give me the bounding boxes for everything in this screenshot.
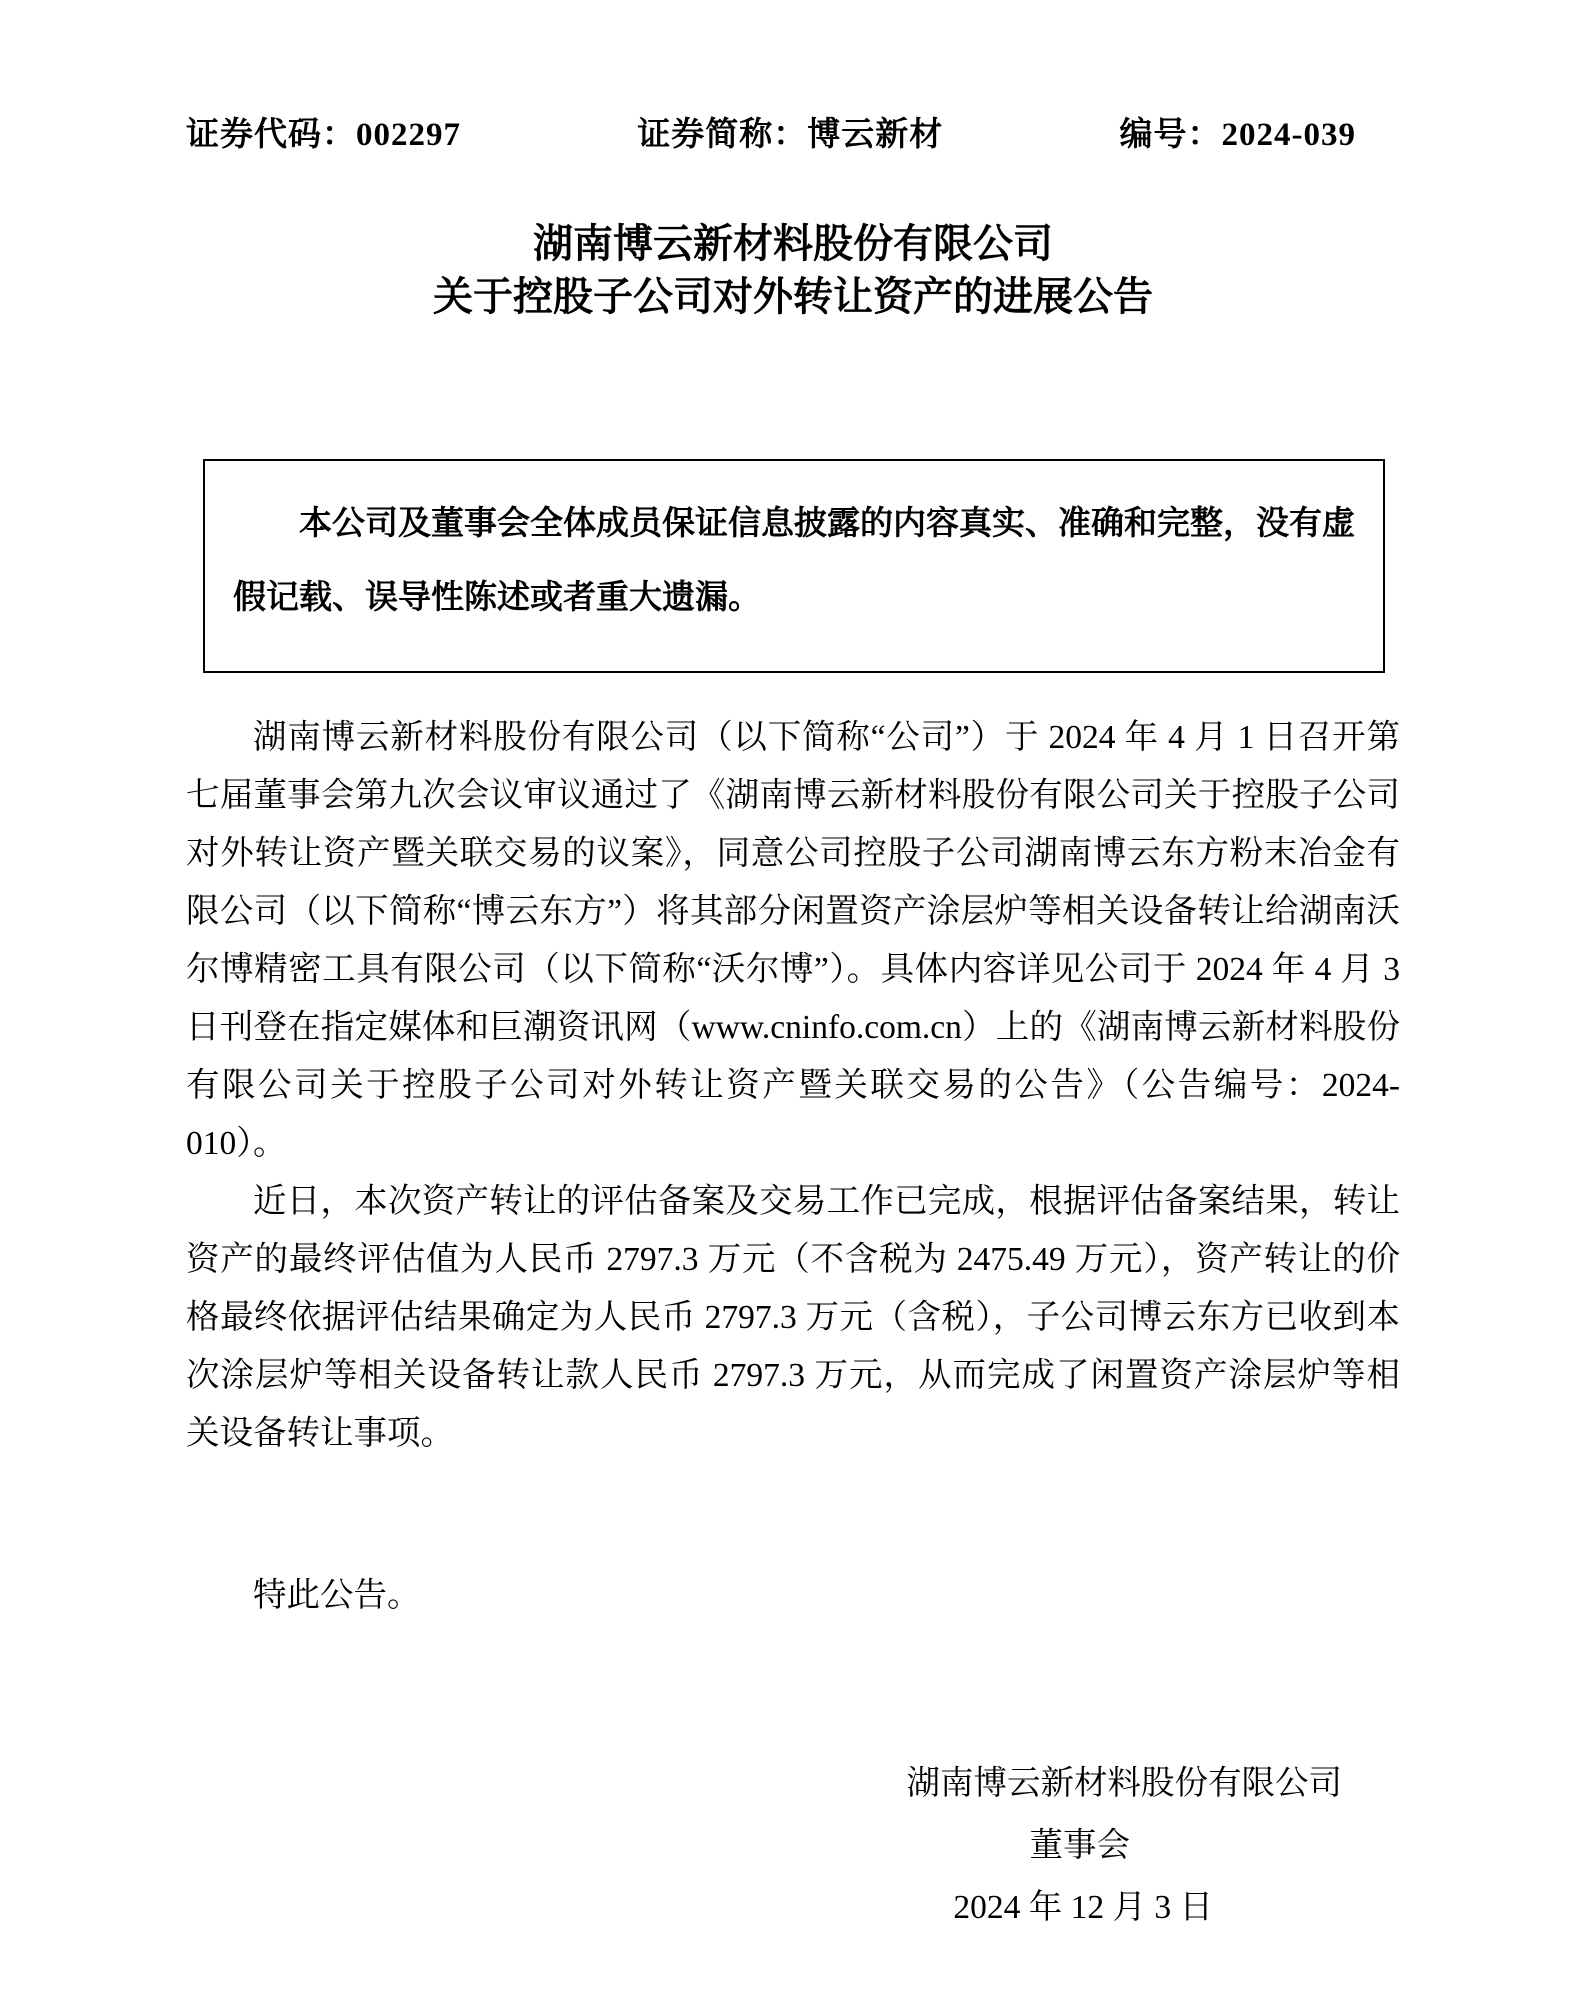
title-subject-line: 关于控股子公司对外转让资产的进展公告	[433, 274, 1153, 319]
signature-date: 2024 年 12 月 3 日	[953, 1889, 1213, 1926]
document-header	[186, 108, 1400, 155]
document-body	[186, 709, 1400, 1463]
disclaimer-text: 本公司及董事会全体成员保证信息披露的内容真实、准确和完整，没有虚假记载、误导性陈述或者重大遗漏。	[233, 506, 1355, 616]
body-paragraph-2: 近日，本次资产转让的评估备案及交易工作已完成，根据评估备案结果，转让资产的最终评估值为人民币 2797.3 万元（不含税为 2475.49 万元），资产转让的价格最终依据评估结果确定为人民币 2797.3 万元（含税），子公司博云东方已收到本次涂层炉等相关设备转让款人民币 2797.3 万元，从而完成了闲置资产涂层炉等相关设备转让事项。	[186, 1183, 1400, 1452]
body-paragraph-1: 湖南博云新材料股份有限公司（以下简称“公司”）于 2024 年 4 月 1 日召开第七届董事会第九次会议审议通过了《湖南博云新材料股份有限公司关于控股子公司对外转让资产暨关联交易的议案》，同意公司控股子公司湖南博云东方粉末冶金有限公司（以下简称“博云东方”）将其部分闲置资产涂层炉等相关设备转让给湖南沃尔博精密工具有限公司（以下简称“沃尔博”）。具体内容详见公司于 2024 年 4 月 3 日刊登在指定媒体和巨潮资讯网（www.cninfo.com.cn）上的《湖南博云新材料股份有限公司关于控股子公司对外转让资产暨关联交易的公告》（公告编号：2024-010）。	[186, 719, 1400, 1162]
closing-statement: 特此公告。	[253, 1577, 421, 1614]
disclaimer-box	[203, 459, 1385, 673]
document-title	[186, 217, 1400, 323]
signature-company: 湖南博云新材料股份有限公司	[906, 1765, 1342, 1802]
stock-name-label: 证券简称：博云新材	[637, 117, 944, 153]
signature-block	[186, 1753, 1400, 1939]
stock-code-label: 证券代码：002297	[186, 117, 461, 153]
title-company-line: 湖南博云新材料股份有限公司	[533, 221, 1053, 266]
signature-board: 董事会	[1029, 1827, 1130, 1864]
doc-number-label: 编号：2024-039	[1119, 117, 1356, 153]
